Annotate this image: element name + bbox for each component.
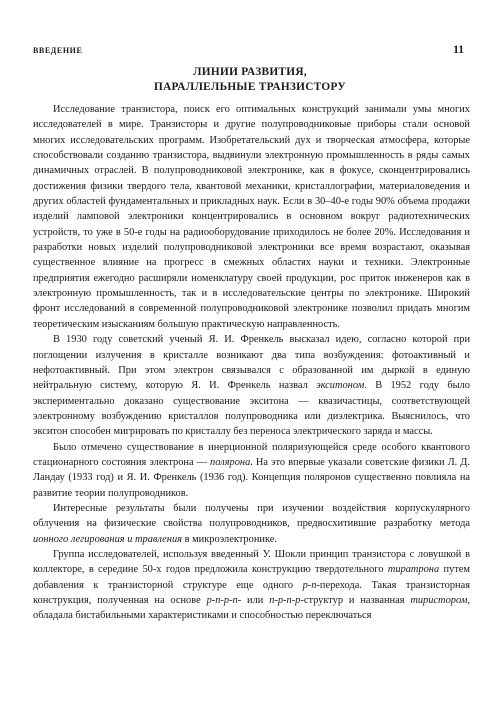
- paragraph-3-text-b: . На это впервые указали советские физики Л. Д. Ландау (1933 год) и Я. И. Френкель (1936 год). Концепция поляронов существенно повлияла на развитие теории полупроводников.: [33, 456, 470, 499]
- running-head: [33, 44, 464, 56]
- paragraph-2-text-b: . В 1952 году было экспериментально доказано существование экситона — квазичастицы, соответствующей электронному возбуждению кристаллов полупроводника или диэлектрика. Выяснилось, что экситон способен мигрировать по кристаллу без переноса электрического заряда и массы.: [33, 380, 470, 438]
- section-title-line-2: ПАРАЛЛЕЛЬНЫЕ ТРАНЗИСТОРУ: [153, 81, 347, 93]
- term-npnp: n-p-n-p: [269, 595, 301, 606]
- paragraph-4: [33, 501, 470, 547]
- term-thyratron: тиратрона: [387, 564, 440, 576]
- section-name: ВВЕДЕНИЕ: [33, 46, 83, 55]
- term-exciton: экситоном: [316, 380, 365, 392]
- paragraph-5-text-b: путем добавления к транзисторной структуре еще одного: [33, 564, 470, 591]
- paragraph-5-text-e: -структур и названная: [300, 595, 411, 606]
- paragraph-4-text-a: Интересные результаты были получены при изучении воздействия корпускулярного облучения на физические свойства полупроводников, предвосхитившие разработку метода: [33, 502, 470, 530]
- term-ion-doping: ионного легирования и травления: [33, 533, 182, 545]
- term-p-n: p-n: [302, 579, 317, 591]
- section-title: [0, 65, 500, 95]
- paragraph-5-text-f: , обладала бистабильными характеристиками и способностью переключаться: [33, 595, 470, 622]
- paragraph-5: [33, 547, 470, 624]
- page-number: 11: [453, 44, 464, 56]
- paragraph-5-text-c: -перехода. Такая транзисторная конструкция, полученная на основе: [33, 579, 470, 606]
- paragraph-5-text-a: Группа исследователей, используя введенный У. Шокли принцип транзистора с ловушкой в коллекторе, в середине 50-х годов предложила конструкцию твердотельного: [33, 548, 470, 576]
- paragraph-4-text-b: в микроэлектронике.: [181, 533, 277, 545]
- term-polaron: полярона: [210, 456, 251, 468]
- paragraph-5-text-d: или: [241, 595, 270, 606]
- body-text: [33, 102, 470, 624]
- term-pnpn: p-n-p-n-: [206, 595, 242, 606]
- term-thyristor: тиристором: [410, 595, 468, 606]
- paragraph-3-text-a: Было отмечено существование в инерционной поляризующейся среде особого квантового стационарного состояния электрона —: [33, 441, 470, 468]
- paragraph-2: [33, 332, 470, 439]
- section-title-line-1: ЛИНИИ РАЗВИТИЯ,: [193, 66, 307, 78]
- paragraph-3: [33, 440, 470, 501]
- paragraph-1: Исследование транзистора, поиск его оптимальных конструкций занимали умы многих исследователей в мире. Транзисторы и другие полупроводниковые приборы стали основой многих исследовательских программ. Изобретательский дух и творческая атмосфера, которые способствовали созданию транзистора, выдвинули электронную промышленность в ряды самых динамичных отраслей. В полупроводниковой электронике, как в фокусе, сконцентрировались достижения физики твердого тела, квантовой механики, кристаллографии, материаловедения и других областей фундаментальных и прикладных наук. Если в 30–40-е годы 90% объема продажи изделий ламповой электроники концентрировались в основном вокруг радиотехнических устройств, то уже в 50-е годы на радиооборудование приходилось не более 20%. Исследования и разработки новых изделий полупроводниковой электроники все время возрастают, оказывая существенное влияние на прогресс в смежных областях науки и техники. Электронные предприятия ежегодно расширяли номенклатуру своей продукции, рос приток инженеров как в электронную промышленность, так и в исследовательские центры по электронике. Широкий фронт исследований в современной полупроводниковой электронике позволил придать многим теоретическим изысканиям большую практическую направленность.: [33, 104, 470, 330]
- paragraph-2-text-a: В 1930 году советский ученый Я. И. Френкель высказал идею, согласно которой при поглощении излучения в кристалле возникают два типа возбуждения: фотоактивный и нефотоактивный. При этом электрон связывался с образованной им дыркой в единую нейтральную систему, которую Я. И. Френкель назвал: [33, 334, 470, 392]
